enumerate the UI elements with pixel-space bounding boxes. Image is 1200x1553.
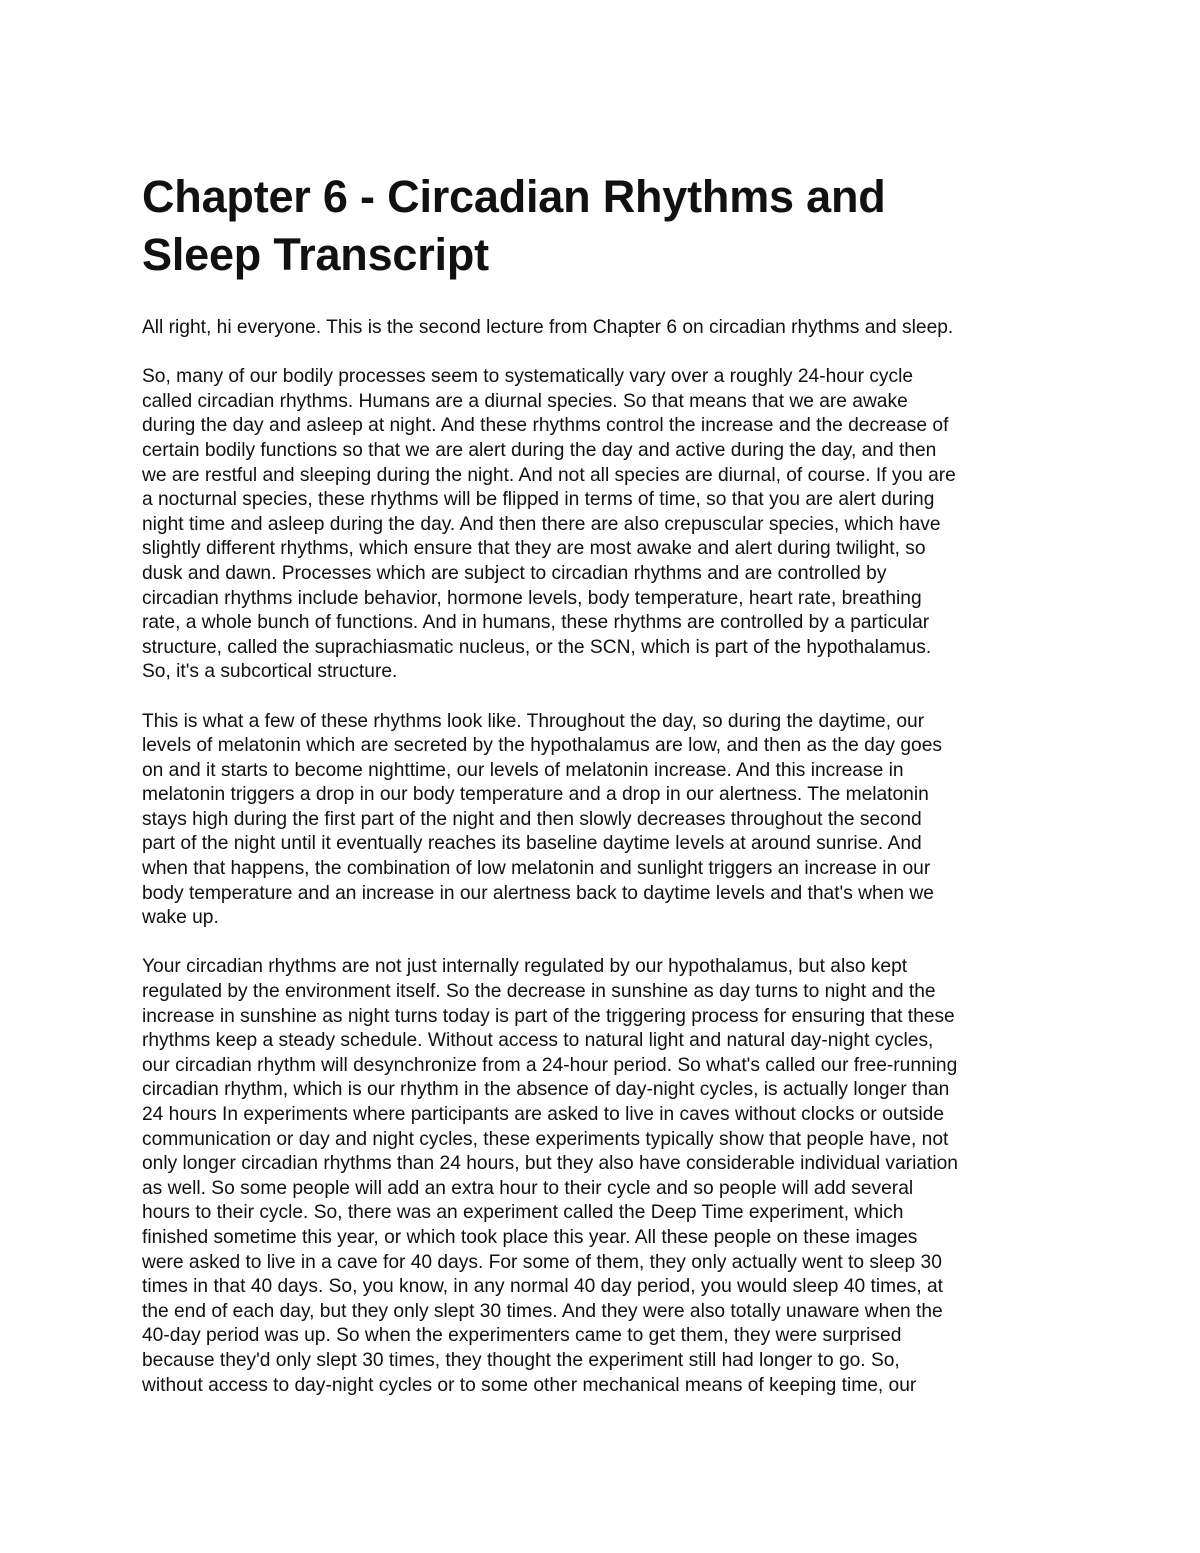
text-line: body temperature and an increase in our alertness back to daytime levels and that's when we [142,882,934,904]
text-line: were asked to live in a cave for 40 days. For some of them, they only actually went to sleep 30 [142,1251,942,1273]
text-line: as well. So some people will add an extra hour to their cycle and so people will add several [142,1177,914,1199]
text-line: 40-day period was up. So when the experimenters came to get them, they were surprised [142,1325,902,1347]
text-line: So, many of our bodily processes seem to systematically vary over a roughly 24-hour cycle [142,366,914,388]
document-title [142,168,1067,284]
text-line: the end of each day, but they only slept 30 times. And they were also totally unaware when the [142,1300,943,1322]
text-line: part of the night until it eventually reaches its baseline daytime levels at around sunrise. And [142,833,922,855]
text-line: 24 hours In experiments where participants are asked to live in caves without clocks or outside [142,1104,945,1125]
text-line: So, it's a subcortical structure. [142,661,398,683]
text-line: called circadian rhythms. Humans are a diurnal species. So that means that we are awake [142,390,908,412]
text-line: our circadian rhythm will desynchronize from a 24-hour period. So what's called our free-running [142,1054,958,1076]
text-line: certain bodily functions so that we are alert during the day and active during the day, and then [142,439,937,461]
text-line: circadian rhythm, which is our rhythm in the absence of day-night cycles, is actually longer than [142,1079,950,1101]
text-line: All right, hi everyone. This is the second lecture from Chapter 6 on circadian rhythms and sleep. [142,317,954,338]
text-line: Your circadian rhythms are not just internally regulated by our hypothalamus, but also kept [142,956,908,978]
text-line: rhythms keep a steady schedule. Without access to natural light and natural day-night cycles, [142,1030,934,1052]
text-line: night time and asleep during the day. And then there are also crepuscular species, which have [142,513,941,535]
paragraph [142,710,1067,931]
document-content [142,168,1067,1423]
text-line: we are restful and sleeping during the night. And not all species are diurnal, of course. If you are [142,464,956,486]
text-line: dusk and dawn. Processes which are subject to circadian rhythms and are controlled by [142,562,887,584]
paragraph [142,316,1067,341]
text-line: wake up. [142,907,219,929]
text-line: finished sometime this year, or which took place this year. All these people on these images [142,1226,918,1248]
text-line: melatonin triggers a drop in our body temperature and a drop in our alertness. The melatonin [142,784,929,806]
paragraph [142,365,1067,685]
paragraph [142,955,1067,1398]
transcript-body [142,316,1067,1398]
text-line: because they'd only slept 30 times, they thought the experiment still had longer to go. So, [142,1349,900,1371]
text-line: regulated by the environment itself. So the decrease in sunshine as day turns to night and the [142,981,936,1003]
text-line: This is what a few of these rhythms look like. Throughout the day, so during the daytime, our [142,710,925,732]
title-line: Sleep Transcript [142,229,489,280]
text-line: on and it starts to become nighttime, our levels of melatonin increase. And this increase in [142,759,904,781]
text-line: structure, called the suprachiasmatic nucleus, or the SCN, which is part of the hypothalamus. [142,636,932,658]
text-line: rate, a whole bunch of functions. And in humans, these rhythms are controlled by a particular [142,612,930,634]
title-line: Chapter 6 - Circadian Rhythms and [142,171,886,222]
text-line: during the day and asleep at night. And these rhythms control the increase and the decrease of [142,415,949,437]
text-line: times in that 40 days. So, you know, in any normal 40 day period, you would sleep 40 times, at [142,1276,943,1298]
text-line: when that happens, the combination of low melatonin and sunlight triggers an increase in our [142,858,931,880]
text-line: hours to their cycle. So, there was an experiment called the Deep Time experiment, which [142,1202,904,1224]
text-line: a nocturnal species, these rhythms will be flipped in terms of time, so that you are alert during [142,489,935,511]
text-line: levels of melatonin which are secreted by the hypothalamus are low, and then as the day goes [142,735,942,757]
text-line: only longer circadian rhythms than 24 hours, but they also have considerable individual variation [142,1153,958,1175]
text-line: without access to day-night cycles or to some other mechanical means of keeping time, our [142,1374,917,1396]
text-line: communication or day and night cycles, these experiments typically show that people have, not [142,1128,949,1150]
text-line: stays high during the first part of the night and then slowly decreases throughout the second [142,808,922,830]
text-line: slightly different rhythms, which ensure that they are most awake and alert during twilight, so [142,538,926,560]
text-line: circadian rhythms include behavior, hormone levels, body temperature, heart rate, breathing [142,587,922,609]
text-line: increase in sunshine as night turns today is part of the triggering process for ensuring that these [142,1005,955,1027]
